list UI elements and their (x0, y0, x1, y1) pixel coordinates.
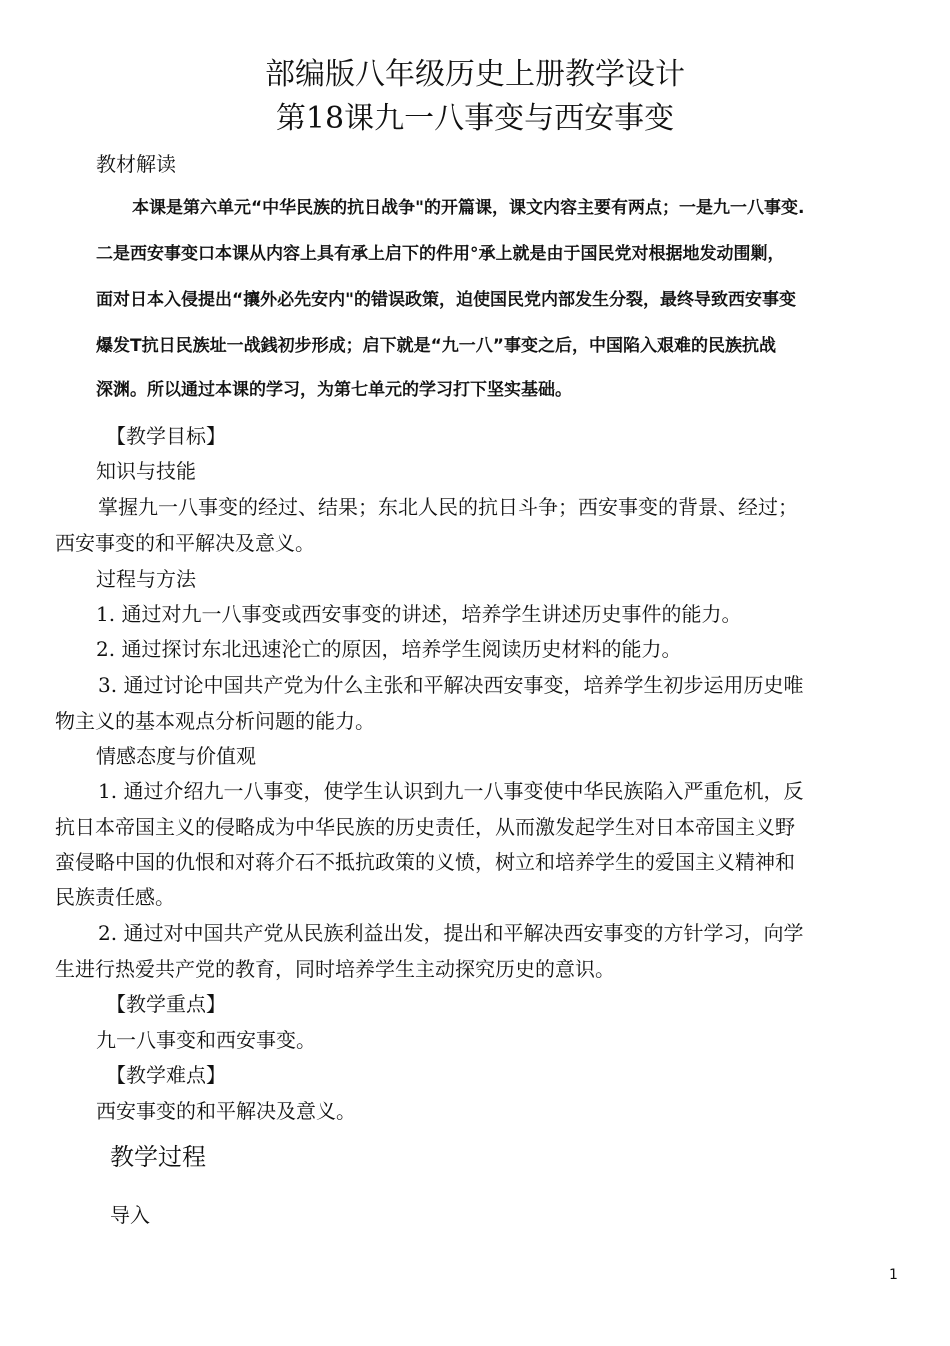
reading-paragraph-line: 爆发T抗日民族址一战銭初步形成；启下就是“九一八”事变之后，中国陷入艰难的民族抗战 (96, 336, 776, 356)
emotion-item-continued: 民族责任感。 (55, 885, 175, 909)
document-title: 部编版八年级历史上册教学设计 (265, 57, 685, 92)
reading-paragraph-line: 本课是第六单元“中华民族的抗日战争"的开篇课，课文内容主要有两点；一是九一八事变. (132, 198, 805, 218)
emotion-item-continued: 生进行热爱共产党的教育，同时培养学生主动探究历史的意识。 (55, 957, 615, 981)
emotion-item: 1. 通过介绍九一八事变，使学生认识到九一八事变使中华民族陷入严重危机，反 (98, 779, 804, 803)
key-points-heading: 【教学重点】 (106, 992, 226, 1016)
knowledge-skills-heading: 知识与技能 (96, 459, 196, 483)
reading-paragraph-line: 面对日本入侵提出“攘外必先安内"的错误政策，迫使国民党内部发生分裂，最终导致西安事变 (96, 290, 797, 310)
section-heading-reading: 教材解读 (96, 152, 176, 176)
process-item: 3. 通过讨论中国共产党为什么主张和平解决西安事变，培养学生初步运用历史唯 (98, 673, 804, 697)
lesson-title: 第18课九一八事变与西安事变 (275, 101, 675, 136)
emotion-item-continued: 抗日本帝国主义的侵略成为中华民族的历史责任，从而激发起学生对日本帝国主义野 (55, 815, 795, 839)
knowledge-text-line: 西安事变的和平解决及意义。 (55, 531, 315, 555)
difficulty-text: 西安事变的和平解决及意义。 (96, 1099, 356, 1123)
page-number: 1 (889, 1267, 898, 1283)
teaching-goals-heading: 【教学目标】 (106, 424, 226, 448)
key-points-text: 九一八事变和西安事变。 (96, 1028, 316, 1052)
difficulty-heading: 【教学难点】 (106, 1063, 226, 1087)
emotion-values-heading: 情感态度与价值观 (96, 744, 256, 768)
emotion-item-continued: 蛮侵略中国的仇恨和对蒋介石不抵抗政策的义愤，树立和培养学生的爱国主义精神和 (55, 850, 795, 874)
process-method-heading: 过程与方法 (96, 567, 196, 591)
introduction-heading: 导入 (110, 1203, 150, 1227)
teaching-process-heading: 教学过程 (110, 1143, 206, 1171)
process-item-continued: 物主义的基本观点分析问题的能力。 (55, 709, 375, 733)
process-item: 1. 通过对九一八事变或西安事变的讲述，培养学生讲述历史事件的能力。 (96, 602, 742, 626)
knowledge-text-line: 掌握九一八事变的经过、结果；东北人民的抗日斗争；西安事变的背景、经过； (98, 495, 798, 519)
reading-paragraph-line: 深渊。所以通过本课的学习，为第七单元的学习打下坚实基础。 (96, 380, 572, 400)
reading-paragraph-line: 二是西安事变口本课从内容上具有承上启下的件用°承上就是由于国民党对根据地发动围剿， (96, 244, 785, 264)
emotion-item: 2. 通过对中国共产党从民族利益出发，提出和平解决西安事变的方针学习，向学 (98, 921, 804, 945)
process-item: 2. 通过探讨东北迅速沦亡的原因，培养学生阅读历史材料的能力。 (96, 637, 682, 661)
